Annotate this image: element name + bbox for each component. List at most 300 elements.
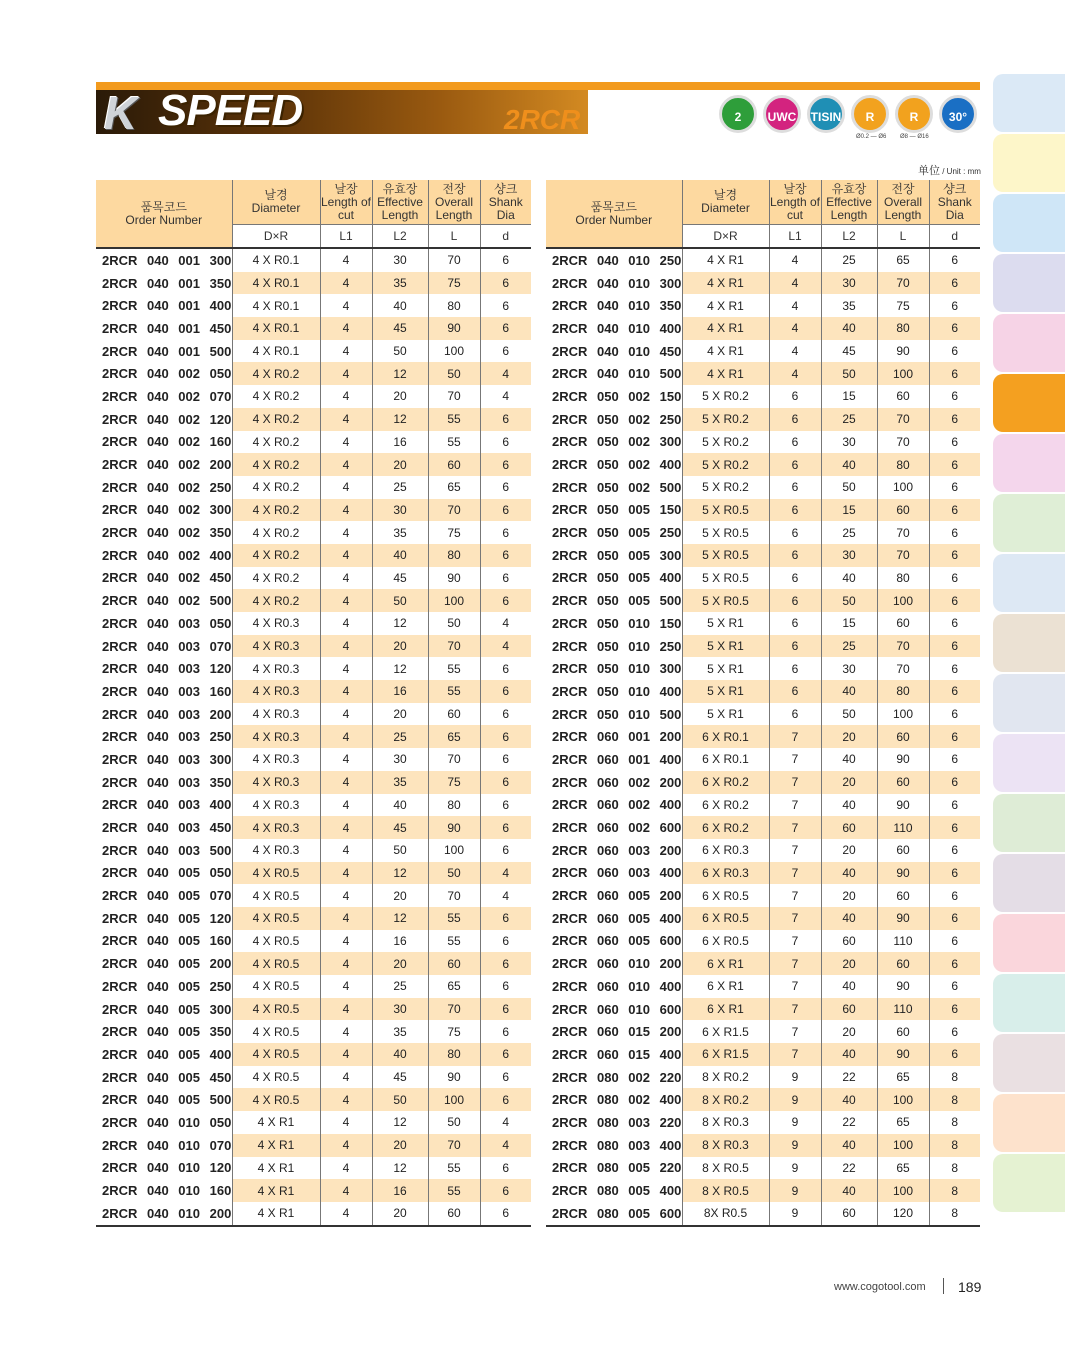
effective-length-cell: 16 [372, 930, 428, 953]
shank-dia-cell: 6 [480, 1043, 531, 1066]
overall-length-cell: 80 [877, 680, 929, 703]
table-body-right [546, 248, 980, 1226]
table-row [546, 408, 980, 431]
effective-length-cell: 35 [372, 521, 428, 544]
col-dia-en: Diameter [701, 201, 750, 215]
length-of-cut-cell: 4 [320, 657, 372, 680]
length-of-cut-cell: 4 [320, 816, 372, 839]
order-number-cell: 2RCR 050 010 150 [546, 612, 682, 635]
length-of-cut-cell: 4 [320, 544, 372, 567]
overall-length-cell: 60 [877, 725, 929, 748]
order-number-cell: 2RCR 040 005 070 [96, 884, 232, 907]
col-code-en: Order Number [125, 212, 203, 227]
section-tab-2[interactable] [993, 134, 1065, 192]
order-number-cell: 2RCR 050 002 250 [546, 408, 682, 431]
order-number-cell: 2RCR 040 003 500 [96, 839, 232, 862]
order-number-cell: 2RCR 040 001 450 [96, 317, 232, 340]
section-tab-10[interactable] [993, 614, 1065, 672]
diameter-cell: 5 X R0.2 [682, 431, 769, 454]
overall-length-cell: 90 [428, 567, 480, 590]
overall-length-cell: 50 [428, 362, 480, 385]
length-of-cut-cell: 6 [769, 703, 821, 726]
overall-length-cell: 60 [428, 453, 480, 476]
effective-length-cell: 25 [372, 725, 428, 748]
section-tab-19[interactable] [993, 1154, 1065, 1212]
effective-length-cell: 20 [372, 453, 428, 476]
diameter-cell: 4 X R0.3 [232, 657, 320, 680]
diameter-cell: 8 X R0.5 [682, 1179, 769, 1202]
effective-length-cell: 45 [821, 340, 877, 363]
shank-dia-cell: 6 [480, 544, 531, 567]
overall-length-cell: 100 [877, 1088, 929, 1111]
diameter-cell: 8 X R0.3 [682, 1111, 769, 1134]
effective-length-cell: 20 [821, 725, 877, 748]
order-number-cell: 2RCR 040 005 050 [96, 862, 232, 885]
length-of-cut-cell: 4 [320, 521, 372, 544]
overall-length-cell: 90 [877, 794, 929, 817]
table-row [546, 1043, 980, 1066]
overall-length-cell: 120 [877, 1202, 929, 1226]
table-row [96, 771, 531, 794]
effective-length-cell: 12 [372, 907, 428, 930]
order-number-cell: 2RCR 040 003 070 [96, 635, 232, 658]
table-row [546, 862, 980, 885]
page-number: 189 [958, 1279, 982, 1295]
shank-dia-cell: 4 [502, 1115, 510, 1130]
effective-length-cell: 50 [821, 589, 877, 612]
helix-angle-badge: 30° [939, 95, 977, 133]
length-of-cut-cell: 4 [769, 272, 821, 295]
length-of-cut-cell: 4 [320, 453, 372, 476]
table-row [546, 703, 980, 726]
length-of-cut-cell: 6 [769, 612, 821, 635]
overall-length-cell: 65 [428, 725, 480, 748]
shank-dia-cell: 8 [929, 1202, 980, 1226]
col-ovl-en: Overall Length [434, 194, 473, 222]
effective-length-cell: 35 [372, 272, 428, 295]
table-row [546, 1066, 980, 1089]
table-row [546, 248, 980, 272]
order-number-cell: 2RCR 050 002 500 [546, 476, 682, 499]
diameter-cell: 4 X R0.5 [232, 907, 320, 930]
length-of-cut-cell: 6 [769, 385, 821, 408]
shank-dia-cell: 6 [480, 1088, 531, 1111]
section-tab-4[interactable] [993, 254, 1065, 312]
table-row [96, 1134, 531, 1157]
length-of-cut-cell: 7 [769, 862, 821, 885]
overall-length-cell: 80 [428, 794, 480, 817]
diameter-cell: 6 X R0.5 [682, 930, 769, 953]
length-of-cut-cell: 9 [769, 1066, 821, 1089]
table-row [546, 680, 980, 703]
sym-l: L [877, 225, 929, 249]
diameter-cell: 4 X R1 [682, 362, 769, 385]
shank-dia-cell: 6 [502, 1160, 510, 1175]
shank-dia-cell: 6 [480, 589, 531, 612]
col-length-of-cut [769, 180, 821, 225]
overall-length-cell: 70 [428, 1134, 480, 1157]
length-of-cut-cell: 6 [769, 589, 821, 612]
overall-length-cell: 80 [428, 1043, 480, 1066]
diameter-cell: 5 X R0.2 [682, 476, 769, 499]
table-row [96, 839, 531, 862]
effective-length-cell: 20 [821, 839, 877, 862]
diameter-cell: 8 X R0.2 [682, 1066, 769, 1089]
diameter-cell: 4 X R0.5 [232, 952, 320, 975]
shank-dia-cell: 6 [929, 544, 980, 567]
table-row [96, 816, 531, 839]
overall-length-cell: 65 [877, 1066, 929, 1089]
table-row [546, 521, 980, 544]
overall-length-cell: 65 [877, 248, 929, 272]
shank-dia-cell: 6 [951, 661, 959, 676]
effective-length-cell: 12 [372, 612, 428, 635]
effective-length-cell: 40 [372, 1043, 428, 1066]
diameter-cell: 4 X R0.3 [232, 748, 320, 771]
effective-length-cell: 15 [821, 499, 877, 522]
overall-length-cell: 80 [428, 294, 480, 317]
overall-length-cell: 100 [428, 589, 480, 612]
length-of-cut-cell: 4 [320, 748, 372, 771]
table-row [96, 703, 531, 726]
effective-length-cell: 50 [372, 839, 428, 862]
diameter-cell: 5 X R0.5 [682, 589, 769, 612]
flute-count-badge: 2 [719, 95, 757, 133]
length-of-cut-cell: 4 [320, 499, 372, 522]
length-of-cut-cell: 4 [320, 703, 372, 726]
length-of-cut-cell: 6 [769, 408, 821, 431]
shank-dia-cell: 6 [502, 253, 510, 268]
order-number-cell: 2RCR 040 001 400 [96, 294, 232, 317]
order-number-cell: 2RCR 040 005 500 [96, 1088, 232, 1111]
col-shank-dia [480, 180, 531, 225]
shank-dia-cell: 6 [929, 725, 980, 748]
col-eff-en: Effective Length [377, 194, 423, 222]
diameter-cell: 6 X R0.1 [682, 748, 769, 771]
order-number-cell: 2RCR 060 002 200 [546, 771, 682, 794]
overall-length-cell: 55 [428, 431, 480, 454]
effective-length-cell: 50 [821, 362, 877, 385]
overall-length-cell: 60 [877, 952, 929, 975]
effective-length-cell: 60 [821, 1202, 877, 1226]
shank-dia-cell: 6 [951, 480, 959, 495]
order-number-cell: 2RCR 060 002 600 [546, 816, 682, 839]
table-row [546, 725, 980, 748]
order-number-cell: 2RCR 060 010 400 [546, 975, 682, 998]
effective-length-cell: 40 [821, 1179, 877, 1202]
shank-dia-cell: 6 [929, 499, 980, 522]
length-of-cut-cell: 4 [320, 408, 372, 431]
col-order-number [96, 180, 232, 248]
order-number-cell: 2RCR 050 005 150 [546, 499, 682, 522]
length-of-cut-cell: 4 [320, 476, 372, 499]
length-of-cut-cell: 7 [769, 1043, 821, 1066]
section-tab-12[interactable] [993, 734, 1065, 792]
length-of-cut-cell: 7 [769, 998, 821, 1021]
diameter-cell: 4 X R0.3 [232, 816, 320, 839]
diameter-cell: 6 X R0.5 [682, 907, 769, 930]
table-row [96, 907, 531, 930]
effective-length-cell: 30 [372, 248, 428, 272]
length-of-cut-cell: 6 [769, 521, 821, 544]
diameter-cell: 4 X R0.5 [232, 1020, 320, 1043]
table-row [96, 544, 531, 567]
order-number-cell: 2RCR 040 003 350 [96, 771, 232, 794]
overall-length-cell: 90 [877, 975, 929, 998]
table-row [96, 748, 531, 771]
diameter-cell: 4 X R0.5 [232, 1066, 320, 1089]
diameter-cell: 6 X R1 [682, 975, 769, 998]
effective-length-cell: 20 [372, 952, 428, 975]
length-of-cut-cell: 4 [320, 1020, 372, 1043]
overall-length-cell: 65 [428, 975, 480, 998]
length-of-cut-cell: 6 [769, 453, 821, 476]
section-tab-7[interactable] [993, 434, 1065, 492]
diameter-cell: 4 X R0.3 [232, 703, 320, 726]
diameter-cell: 5 X R1 [682, 680, 769, 703]
shank-dia-cell: 6 [480, 317, 531, 340]
effective-length-cell: 40 [821, 794, 877, 817]
overall-length-cell: 70 [428, 884, 480, 907]
table-row [96, 294, 531, 317]
length-of-cut-cell: 4 [320, 272, 372, 295]
order-number-cell: 2RCR 050 002 400 [546, 453, 682, 476]
order-number-cell: 2RCR 060 002 400 [546, 794, 682, 817]
overall-length-cell: 100 [877, 589, 929, 612]
radius-tolerance-badge-2: R [895, 95, 933, 133]
effective-length-cell: 25 [821, 521, 877, 544]
table-row [96, 1020, 531, 1043]
table-row [546, 385, 980, 408]
overall-length-cell: 70 [877, 521, 929, 544]
col-dia-ko: 날경 [713, 188, 738, 202]
overall-length-cell: 70 [428, 248, 480, 272]
order-number-cell: 2RCR 040 002 350 [96, 521, 232, 544]
shank-dia-cell: 6 [951, 797, 959, 812]
shank-dia-cell: 6 [929, 408, 980, 431]
section-tab-15[interactable] [993, 914, 1065, 972]
overall-length-cell: 90 [877, 862, 929, 885]
effective-length-cell: 50 [372, 1088, 428, 1111]
overall-length-cell: 70 [428, 385, 480, 408]
table-row [96, 725, 531, 748]
order-number-cell: 2RCR 040 003 120 [96, 657, 232, 680]
shank-dia-cell: 6 [480, 952, 531, 975]
shank-dia-cell: 6 [929, 317, 980, 340]
overall-length-cell: 70 [877, 657, 929, 680]
order-number-cell: 2RCR 040 010 070 [96, 1134, 232, 1157]
effective-length-cell: 30 [821, 544, 877, 567]
length-of-cut-cell: 4 [320, 340, 372, 363]
shank-dia-cell: 6 [480, 453, 531, 476]
overall-length-cell: 75 [428, 1020, 480, 1043]
effective-length-cell: 40 [372, 294, 428, 317]
overall-length-cell: 90 [877, 340, 929, 363]
table-row [546, 340, 980, 363]
length-of-cut-cell: 4 [320, 1088, 372, 1111]
overall-length-cell: 70 [428, 748, 480, 771]
shank-dia-cell: 6 [502, 434, 510, 449]
diameter-cell: 4 X R0.1 [232, 248, 320, 272]
order-number-cell: 2RCR 060 003 200 [546, 839, 682, 862]
length-of-cut-cell: 4 [769, 340, 821, 363]
length-of-cut-cell: 4 [320, 862, 372, 885]
diameter-cell: 4 X R0.2 [232, 499, 320, 522]
order-number-cell: 2RCR 050 005 400 [546, 567, 682, 590]
order-number-cell: 2RCR 040 002 160 [96, 431, 232, 454]
effective-length-cell: 12 [372, 408, 428, 431]
table-row [96, 272, 531, 295]
section-tab-8[interactable] [993, 494, 1065, 552]
shank-dia-cell: 6 [951, 434, 959, 449]
diameter-cell: 4 X R0.5 [232, 930, 320, 953]
diameter-cell: 6 X R0.2 [682, 816, 769, 839]
overall-length-cell: 90 [428, 816, 480, 839]
table-row [96, 362, 531, 385]
table-row [96, 998, 531, 1021]
length-of-cut-cell: 4 [320, 1157, 372, 1180]
shank-dia-cell: 6 [502, 480, 510, 495]
col-diameter [232, 180, 320, 225]
length-of-cut-cell: 4 [320, 884, 372, 907]
table-row [546, 317, 980, 340]
section-tab-14[interactable] [993, 854, 1065, 912]
table-row [546, 1179, 980, 1202]
shank-dia-cell: 6 [502, 797, 510, 812]
length-of-cut-cell: 6 [769, 499, 821, 522]
effective-length-cell: 40 [372, 794, 428, 817]
section-tab-17[interactable] [993, 1034, 1065, 1092]
overall-length-cell: 100 [428, 1088, 480, 1111]
spec-table-right [546, 180, 980, 1227]
section-tab-13[interactable] [993, 794, 1065, 852]
diameter-cell: 4 X R0.3 [232, 771, 320, 794]
section-tab-18[interactable] [993, 1094, 1065, 1152]
length-of-cut-cell: 4 [769, 294, 821, 317]
order-number-cell: 2RCR 040 003 250 [96, 725, 232, 748]
effective-length-cell: 40 [821, 680, 877, 703]
sym-d: d [929, 225, 980, 249]
col-effective-length [821, 180, 877, 225]
table-row [546, 1202, 980, 1226]
table-row [546, 589, 980, 612]
overall-length-cell: 55 [428, 1157, 480, 1180]
diameter-cell: 5 X R0.2 [682, 453, 769, 476]
diameter-cell: 5 X R1 [682, 635, 769, 658]
badge-range-2: Ø8 — Ø16 [900, 134, 929, 140]
diameter-cell: 6 X R0.5 [682, 884, 769, 907]
overall-length-cell: 75 [428, 272, 480, 295]
effective-length-cell: 12 [372, 862, 428, 885]
col-overall-length [877, 180, 929, 225]
overall-length-cell: 55 [428, 408, 480, 431]
length-of-cut-cell: 4 [320, 385, 372, 408]
effective-length-cell: 60 [821, 998, 877, 1021]
overall-length-cell: 70 [877, 272, 929, 295]
section-tab-6[interactable] [993, 374, 1065, 432]
shank-dia-cell: 6 [951, 1024, 959, 1039]
section-tab-16[interactable] [993, 974, 1065, 1032]
table-row [96, 952, 531, 975]
effective-length-cell: 30 [372, 998, 428, 1021]
diameter-cell: 4 X R1 [232, 1134, 320, 1157]
shank-dia-cell: 6 [951, 616, 959, 631]
table-row [96, 680, 531, 703]
effective-length-cell: 22 [821, 1111, 877, 1134]
section-tab-5[interactable] [993, 314, 1065, 372]
table-row [96, 1179, 531, 1202]
effective-length-cell: 40 [821, 748, 877, 771]
col-ovl-ko: 전장 [442, 181, 466, 196]
effective-length-cell: 25 [821, 248, 877, 272]
length-of-cut-cell: 4 [320, 431, 372, 454]
order-number-cell: 2RCR 040 005 300 [96, 998, 232, 1021]
diameter-cell: 4 X R0.5 [232, 998, 320, 1021]
unit-ko: 单位 [918, 165, 940, 177]
order-number-cell: 2RCR 040 010 450 [546, 340, 682, 363]
section-tab-9[interactable] [993, 554, 1065, 612]
shank-dia-cell: 6 [929, 635, 980, 658]
length-of-cut-cell: 6 [769, 680, 821, 703]
order-number-cell: 2RCR 040 005 200 [96, 952, 232, 975]
order-number-cell: 2RCR 040 002 200 [96, 453, 232, 476]
diameter-cell: 4 X R0.2 [232, 544, 320, 567]
order-number-cell: 2RCR 040 002 250 [96, 476, 232, 499]
shank-dia-cell: 6 [929, 680, 980, 703]
col-dia-ko: 날경 [264, 188, 288, 202]
table-row [96, 975, 531, 998]
shank-dia-cell: 4 [480, 862, 531, 885]
diameter-cell: 6 X R1 [682, 952, 769, 975]
section-tab-1[interactable] [993, 74, 1065, 132]
section-tab-11[interactable] [993, 674, 1065, 732]
table-row [96, 340, 531, 363]
table-row [96, 248, 531, 272]
col-shank-dia [929, 180, 980, 225]
diameter-cell: 6 X R1.5 [682, 1020, 769, 1043]
overall-length-cell: 65 [877, 1111, 929, 1134]
uwc-badge: UWC [763, 95, 801, 133]
shank-dia-cell: 6 [951, 253, 959, 268]
diameter-cell: 6 X R0.3 [682, 862, 769, 885]
diameter-cell: 4 X R0.1 [232, 317, 320, 340]
unit-label [918, 162, 981, 178]
order-number-cell: 2RCR 080 002 400 [546, 1088, 682, 1111]
diameter-cell: 4 X R0.5 [232, 975, 320, 998]
footer-divider [943, 1278, 944, 1294]
sym-l1: L1 [769, 225, 821, 249]
order-number-cell: 2RCR 040 003 400 [96, 794, 232, 817]
table-row [96, 635, 531, 658]
overall-length-cell: 60 [877, 839, 929, 862]
col-loc-en: Length of cut [320, 194, 372, 222]
diameter-cell: 4 X R0.3 [232, 794, 320, 817]
diameter-cell: 4 X R0.1 [232, 272, 320, 295]
section-tab-3[interactable] [993, 194, 1065, 252]
table-row [96, 431, 531, 454]
length-of-cut-cell: 7 [769, 816, 821, 839]
shank-dia-cell: 8 [951, 1070, 959, 1085]
shank-dia-cell: 8 [951, 1160, 959, 1175]
table-row [96, 930, 531, 953]
badge-range-1: Ø0.2 — Ø6 [856, 134, 887, 140]
overall-length-cell: 80 [428, 544, 480, 567]
length-of-cut-cell: 6 [769, 544, 821, 567]
shank-dia-cell: 6 [951, 888, 959, 903]
effective-length-cell: 45 [372, 1066, 428, 1089]
length-of-cut-cell: 9 [769, 1179, 821, 1202]
sym-l2: L2 [372, 225, 428, 249]
